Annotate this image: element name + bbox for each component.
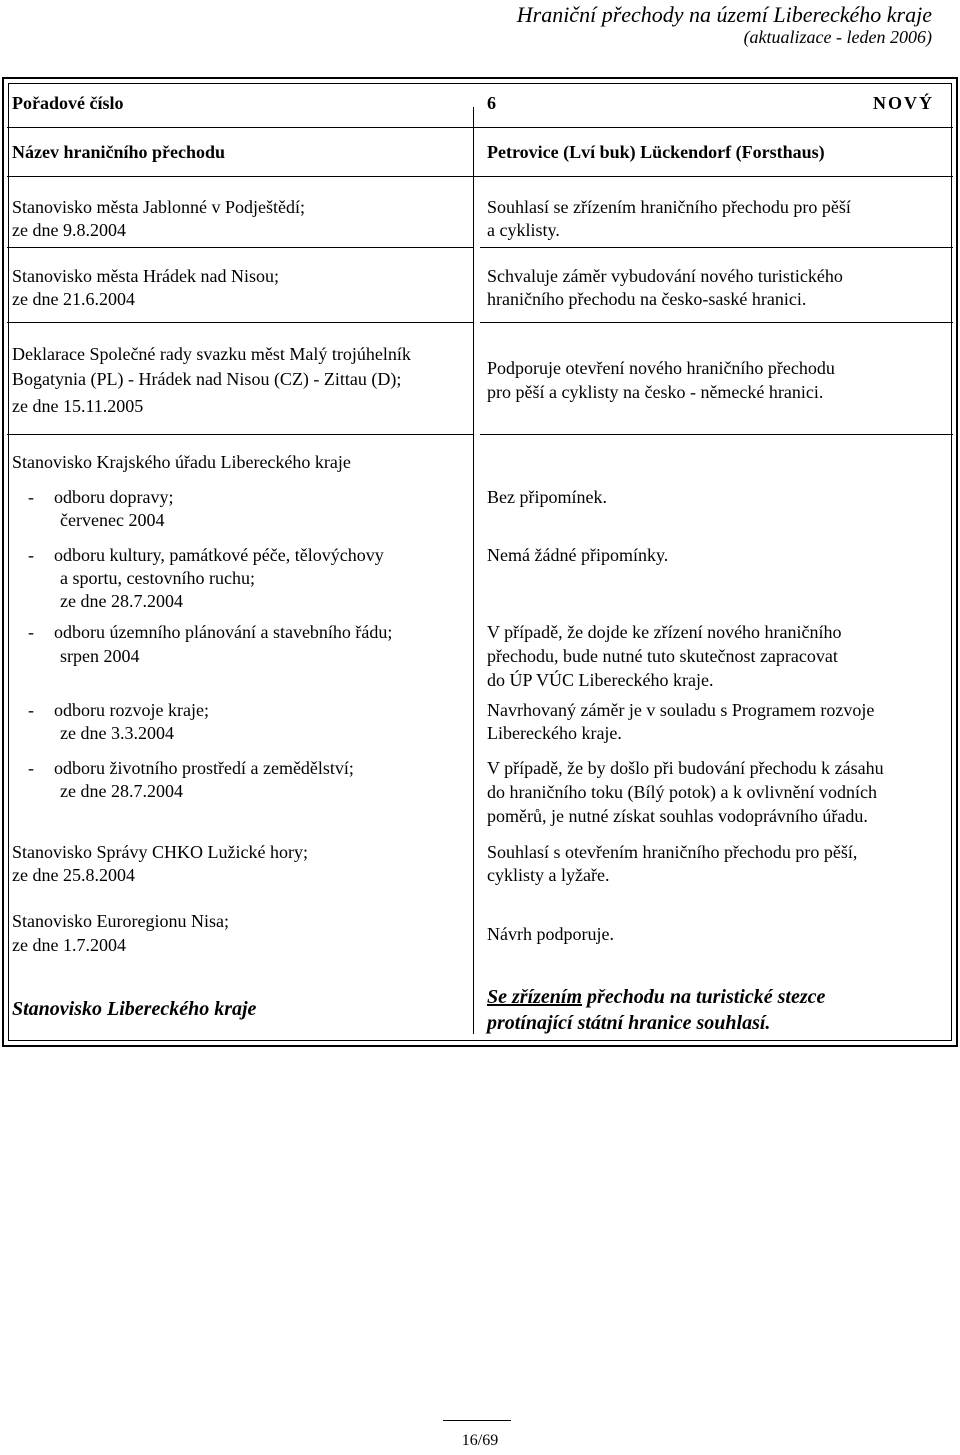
rozvoj-opinion: Navrhovaný záměr je v souladu s Programem rozvoje [487, 700, 875, 720]
deklarace-parties: Bogatynia (PL) - Hrádek nad Nisou (CZ) - Zittau (D); [12, 369, 402, 389]
doprava-opinion: Bez připomínek. [487, 487, 607, 507]
rozvoj-dept: odboru rozvoje kraje; [54, 700, 209, 720]
bullet-dash: - [28, 758, 34, 778]
row-divider [7, 434, 474, 435]
rozvoj-opinion-cont: Libereckého kraje. [487, 723, 622, 743]
kultura-dept-cont: a sportu, cestovního ruchu; [60, 568, 255, 588]
doprava-date: červenec 2004 [60, 510, 165, 530]
row-divider [480, 322, 953, 323]
jablonne-statement: Stanovisko města Jablonné v Podještědí; [12, 197, 305, 217]
kraj-opinion-rest: přechodu na turistické stezce [582, 986, 826, 1008]
deklarace-opinion-cont: pro pěší a cyklisty na česko - německé hranici. [487, 382, 824, 402]
row-divider [7, 176, 953, 177]
chko-date: ze dne 25.8.2004 [12, 865, 135, 885]
hradek-opinion: Schvaluje záměr vybudování nového turistického [487, 266, 843, 286]
uzemni-opinion-end: do ÚP VÚC Libereckého kraje. [487, 670, 714, 690]
bullet-dash: - [28, 700, 34, 720]
kraj-opinion-underlined: Se zřízením [487, 986, 583, 1008]
deklarace-opinion: Podporuje otevření nového hraničního přechodu [487, 358, 835, 378]
chko-statement: Stanovisko Správy CHKO Lužické hory; [12, 842, 308, 862]
euroregion-opinion: Návrh podporuje. [487, 924, 614, 944]
zivotni-opinion-cont: do hraničního toku (Bílý potok) a k ovlivnění vodních [487, 782, 877, 802]
row-divider [7, 247, 474, 248]
deklarace-statement: Deklarace Společné rady svazku měst Malý trojúhelník [12, 344, 411, 364]
hradek-date: ze dne 21.6.2004 [12, 289, 135, 309]
kraj-opinion-cont: protínající státní hranice souhlasí. [487, 1012, 771, 1034]
page-number: 16/69 [461, 1432, 499, 1449]
row-divider [7, 322, 474, 323]
document-subtitle: (aktualizace - leden 2006) [743, 27, 932, 47]
uzemni-opinion: V případě, že dojde ke zřízení nového hraničního [487, 622, 842, 642]
crossing-name-label: Název hraničního přechodu [12, 142, 226, 162]
kultura-opinion: Nemá žádné připomínky. [487, 545, 669, 565]
euroregion-date: ze dne 1.7.2004 [12, 935, 126, 955]
euroregion-statement: Stanovisko Euroregionu Nisa; [12, 911, 229, 931]
krajsky-heading: Stanovisko Krajského úřadu Libereckého kraje [12, 452, 351, 472]
zivotni-opinion-end: poměrů, je nutné získat souhlas vodoprávního úřadu. [487, 806, 868, 826]
zivotni-dept: odboru životního prostředí a zemědělství; [54, 758, 354, 778]
document-title: Hraniční přechody na území Libereckého kraje [516, 2, 932, 27]
kultura-date: ze dne 28.7.2004 [60, 591, 183, 611]
row-divider [7, 127, 953, 128]
kraj-opinion [487, 986, 825, 1009]
rozvoj-date: ze dne 3.3.2004 [60, 723, 174, 743]
bullet-dash: - [28, 622, 34, 642]
deklarace-date: ze dne 15.11.2005 [12, 396, 144, 416]
uzemni-dept: odboru územního plánování a stavebního řádu; [54, 622, 393, 642]
hradek-statement: Stanovisko města Hrádek nad Nisou; [12, 266, 279, 286]
uzemni-date: srpen 2004 [60, 646, 140, 666]
jablonne-opinion-cont: a cyklisty. [487, 220, 560, 240]
chko-opinion: Souhlasí s otevřením hraničního přechodu pro pěší, [487, 842, 858, 862]
zivotni-opinion: V případě, že by došlo při budování přechodu k zásahu [487, 758, 884, 778]
chko-opinion-cont: cyklisty a lyžaře. [487, 865, 610, 885]
uzemni-opinion-cont: přechodu, bude nutné tuto skutečnost zapracovat [487, 646, 838, 666]
bullet-dash: - [28, 487, 34, 507]
crossing-name-value: Petrovice (Lví buk) Lückendorf (Forsthaus) [487, 142, 825, 162]
order-value: 6 [487, 93, 496, 113]
hradek-opinion-cont: hraničního přechodu na česko-saské hranici. [487, 289, 807, 309]
footer-divider [443, 1420, 511, 1421]
kraj-statement: Stanovisko Libereckého kraje [12, 998, 257, 1020]
bullet-dash: - [28, 545, 34, 565]
doprava-dept: odboru dopravy; [54, 487, 174, 507]
zivotni-date: ze dne 28.7.2004 [60, 781, 183, 801]
status-badge: NOVÝ [873, 93, 934, 113]
kultura-dept: odboru kultury, památkové péče, tělovýchovy [54, 545, 384, 565]
order-label: Pořadové číslo [12, 93, 124, 113]
jablonne-date: ze dne 9.8.2004 [12, 220, 126, 240]
row-divider [480, 434, 953, 435]
row-divider [480, 247, 953, 248]
jablonne-opinion: Souhlasí se zřízením hraničního přechodu pro pěší [487, 197, 851, 217]
